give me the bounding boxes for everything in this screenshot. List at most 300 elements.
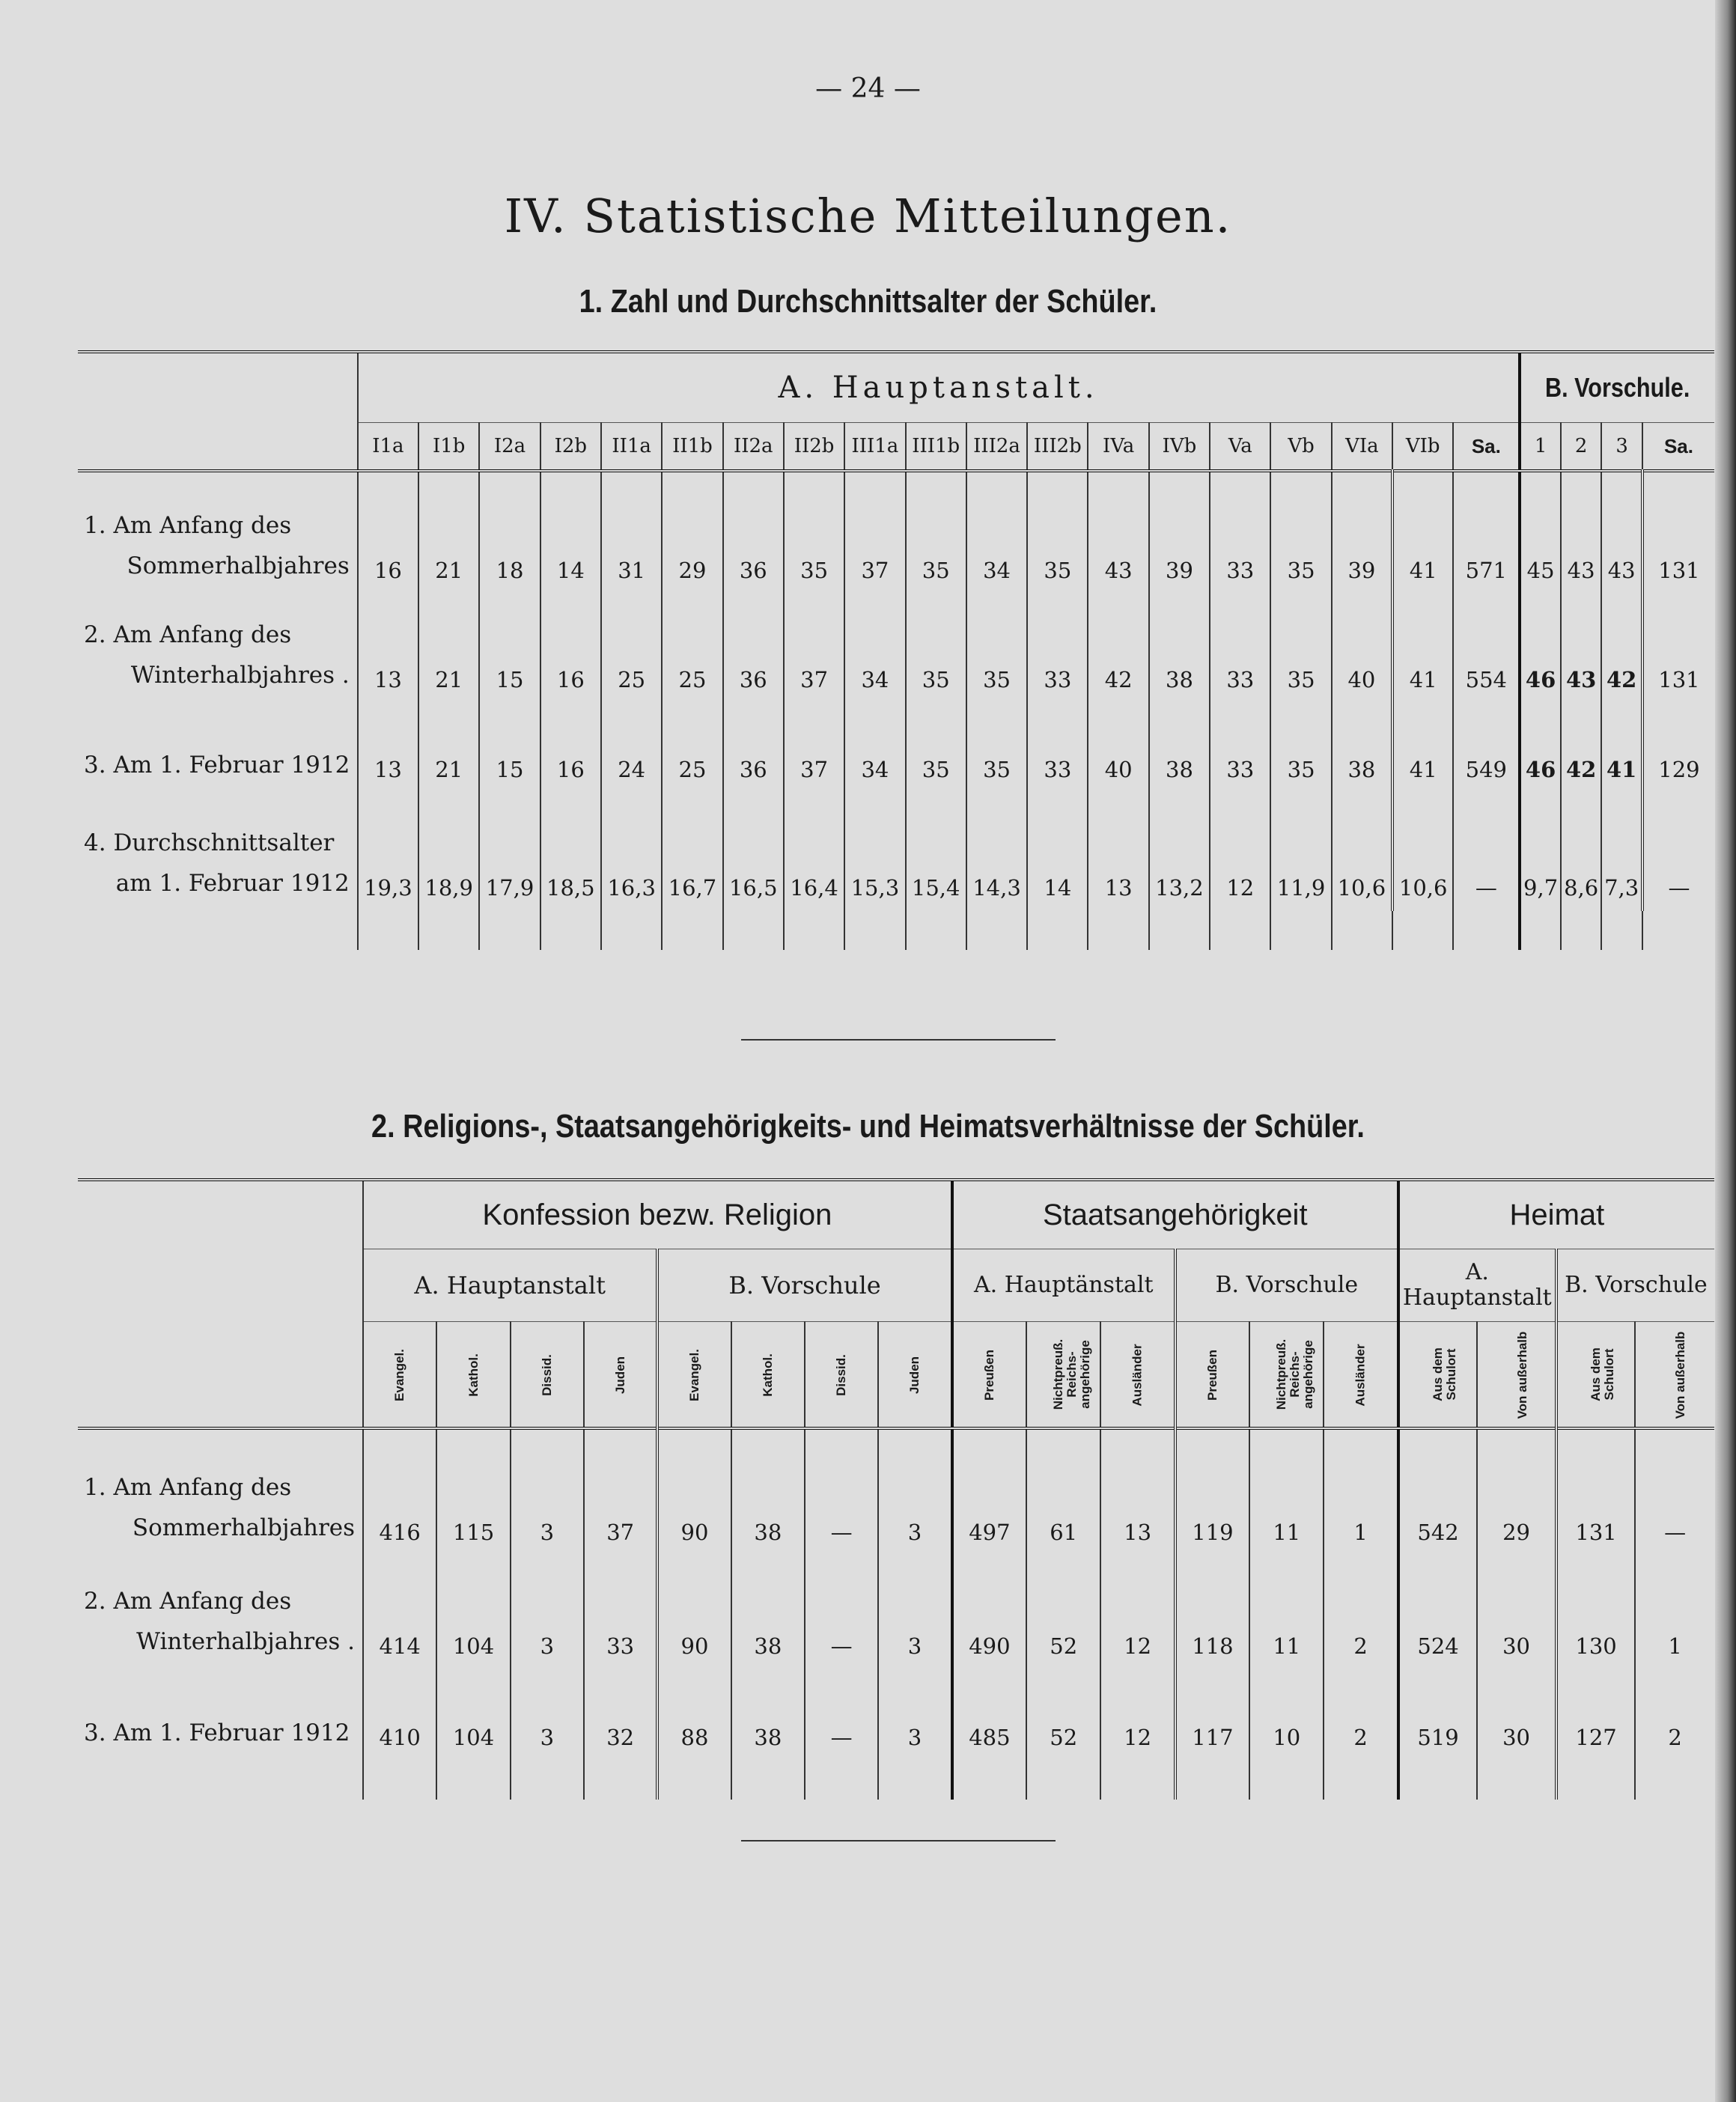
column-header [1249, 1322, 1324, 1429]
column-header-iii1a: III1a [844, 423, 905, 472]
cell-value: 11,9 [1270, 793, 1331, 911]
cell-value: 43 [1561, 471, 1602, 594]
column-header-i2a: I2a [479, 423, 540, 472]
rotated-label: Nichtpreuß. Reichs- angehörige [1051, 1338, 1093, 1410]
cell-value: 14 [1027, 793, 1088, 911]
spacer [540, 911, 601, 950]
cell-value: 90 [657, 1428, 731, 1557]
group-heimat-header: Heimat [1398, 1180, 1714, 1249]
rotated-label: Aus dem Schulort [1430, 1347, 1458, 1401]
cell-value: 2 [1324, 1557, 1398, 1671]
cell-value: 15 [479, 594, 540, 703]
page-edge-shadow [1715, 0, 1736, 2102]
spacer [1332, 911, 1392, 950]
cell-value: 15,3 [844, 793, 905, 911]
column-header [1026, 1322, 1100, 1429]
spacer [1556, 1762, 1636, 1800]
cell-value: 13 [358, 594, 418, 703]
rotated-label: Dissid. [834, 1353, 849, 1396]
spacer [906, 911, 966, 950]
cell-value: 104 [436, 1557, 510, 1671]
column-header-ivb: IVb [1149, 423, 1210, 472]
cell-value: 24 [601, 703, 662, 793]
rotated-label: Von außerhalb [1515, 1331, 1530, 1419]
row-label-line1: Am Anfang des [113, 621, 292, 648]
cell-value: 14,3 [966, 793, 1027, 911]
spacer [1027, 911, 1088, 950]
spacer [1149, 911, 1210, 950]
spacer [844, 911, 905, 950]
cell-value: 15 [479, 703, 540, 793]
spacer [1601, 911, 1642, 950]
spacer [952, 1762, 1026, 1800]
subgroup-header: B. Vorschule [657, 1249, 951, 1322]
page-number: — 24 — [815, 73, 921, 104]
cell-value: 131 [1642, 471, 1714, 594]
cell-value: 35 [906, 594, 966, 703]
spacer [1088, 911, 1148, 950]
cell-value: 3 [878, 1428, 951, 1557]
cell-value: 43 [1088, 471, 1148, 594]
page-title: IV. Statistische Mitteilungen. [504, 189, 1232, 243]
cell-value: 13,2 [1149, 793, 1210, 911]
column-header-i2b: I2b [540, 423, 601, 472]
subgroup-header: B. Vorschule [1175, 1249, 1398, 1322]
cell-value: 2 [1635, 1671, 1714, 1762]
spacer [878, 1762, 951, 1800]
cell-value: 29 [662, 471, 722, 594]
subgroup-header: A. Hauptanstalt [363, 1249, 657, 1322]
cell-value: 119 [1175, 1428, 1249, 1557]
rotated-label: Kathol. [760, 1353, 775, 1397]
cell-value: 10 [1249, 1671, 1324, 1762]
cell-value: 10,6 [1392, 793, 1453, 911]
table-row [78, 703, 1714, 793]
column-header-vorschule-4: Sa. [1642, 423, 1714, 472]
cell-value: 37 [844, 471, 905, 594]
cell-value: 52 [1026, 1557, 1100, 1671]
cell-value: 410 [363, 1671, 436, 1762]
cell-value: 46 [1520, 703, 1561, 793]
row-label [78, 793, 358, 911]
row-label-line2: Winterhalbjahres . [136, 1628, 356, 1655]
cell-value: 16,4 [784, 793, 844, 911]
spacer [657, 1762, 731, 1800]
cell-value: 131 [1642, 594, 1714, 703]
cell-value: 21 [418, 471, 479, 594]
rotated-label: Evangel. [392, 1348, 407, 1401]
cell-value: 11 [1249, 1428, 1324, 1557]
cell-value: 414 [363, 1557, 436, 1671]
row-number: 1. [84, 1474, 106, 1501]
column-header-ii2a: II2a [723, 423, 784, 472]
cell-value: 21 [418, 703, 479, 793]
subgroup-header: A. Hauptanstalt [1398, 1249, 1556, 1322]
spacer [436, 1762, 510, 1800]
cell-value: 16,5 [723, 793, 784, 911]
cell-value: 3 [511, 1557, 584, 1671]
cell-value: 12 [1100, 1557, 1175, 1671]
column-header-iva: IVa [1088, 423, 1148, 472]
cell-value: 40 [1332, 594, 1392, 703]
cell-value: 3 [878, 1671, 951, 1762]
cell-value: 30 [1477, 1671, 1556, 1762]
spacer [966, 911, 1027, 950]
cell-value: — [1635, 1428, 1714, 1557]
table-row [78, 1671, 1714, 1762]
column-header-va: Va [1210, 423, 1270, 472]
spacer [1561, 911, 1602, 950]
rotated-label: Kathol. [466, 1353, 481, 1397]
cell-value: 18,5 [540, 793, 601, 911]
cell-value: 35 [906, 703, 966, 793]
group-b-header: B. Vorschule. [1535, 352, 1700, 423]
cell-value: 42 [1088, 594, 1148, 703]
spacer [511, 1762, 584, 1800]
cell-value: 41 [1601, 703, 1642, 793]
cell-value: 16,7 [662, 793, 722, 911]
row-number: 3. [84, 752, 106, 779]
cell-value: 3 [878, 1557, 951, 1671]
column-header-sa: Sa. [1453, 423, 1520, 472]
cell-value: 33 [1027, 594, 1088, 703]
spacer [1398, 1762, 1478, 1800]
row-label-line1: Durchschnittsalter [113, 829, 335, 856]
cell-value: 1 [1635, 1557, 1714, 1671]
cell-value: — [805, 1428, 878, 1557]
cell-value: 131 [1556, 1428, 1636, 1557]
cell-value: 18 [479, 471, 540, 594]
cell-value: 90 [657, 1557, 731, 1671]
column-header [363, 1322, 436, 1429]
cell-value: 18,9 [418, 793, 479, 911]
cell-value: 16 [540, 703, 601, 793]
column-header [436, 1322, 510, 1429]
cell-value: 3 [511, 1428, 584, 1557]
cell-value: 118 [1175, 1557, 1249, 1671]
cell-value: 29 [1477, 1428, 1556, 1557]
cell-value: 10,6 [1332, 793, 1392, 911]
cell-value: 38 [731, 1671, 805, 1762]
cell-value: 21 [418, 594, 479, 703]
group-staat-header: Staatsangehörigkeit [952, 1180, 1398, 1249]
cell-value: 42 [1601, 594, 1642, 703]
cell-value: 554 [1453, 594, 1520, 703]
cell-value: 34 [966, 471, 1027, 594]
cell-value: 13 [358, 703, 418, 793]
rotated-label: Preußen [981, 1349, 996, 1401]
cell-value: 35 [1270, 703, 1331, 793]
cell-value: 46 [1520, 594, 1561, 703]
cell-value: 38 [1332, 703, 1392, 793]
column-header-vorschule-1: 1 [1520, 423, 1561, 472]
cell-value: 33 [1210, 594, 1270, 703]
column-header [952, 1322, 1026, 1429]
cell-value: 41 [1392, 471, 1453, 594]
cell-value: 33 [1210, 471, 1270, 594]
cell-value: 13 [1100, 1428, 1175, 1557]
rotated-label: Evangel. [687, 1348, 702, 1401]
spacer [78, 911, 358, 950]
cell-value: 43 [1601, 471, 1642, 594]
cell-value: — [805, 1557, 878, 1671]
column-header [1175, 1322, 1249, 1429]
cell-value: 16 [540, 594, 601, 703]
cell-value: 11 [1249, 1557, 1324, 1671]
column-header [731, 1322, 805, 1429]
cell-value: 38 [1149, 703, 1210, 793]
cell-value: 542 [1398, 1428, 1478, 1557]
row-label [78, 1557, 363, 1671]
column-header-vorschule-2: 2 [1561, 423, 1602, 472]
cell-value: 25 [601, 594, 662, 703]
cell-value: 33 [584, 1557, 657, 1671]
spacer [418, 911, 479, 950]
row-label [78, 1671, 363, 1762]
cell-value: 490 [952, 1557, 1026, 1671]
column-header-ii2b: II2b [784, 423, 844, 472]
row-label-line2: Winterhalbjahres . [130, 662, 350, 689]
cell-value: 35 [906, 471, 966, 594]
cell-value: — [805, 1671, 878, 1762]
cell-value: 13 [1088, 793, 1148, 911]
column-header [878, 1322, 951, 1429]
spacer [363, 1762, 436, 1800]
cell-value: 31 [601, 471, 662, 594]
cell-value: 115 [436, 1428, 510, 1557]
cell-value: 12 [1100, 1671, 1175, 1762]
spacer [805, 1762, 878, 1800]
column-header [511, 1322, 584, 1429]
spacer [78, 1762, 363, 1800]
cell-value: 12 [1210, 793, 1270, 911]
rotated-label: Ausländer [1130, 1343, 1145, 1407]
cell-value: 8,6 [1561, 793, 1602, 911]
cell-value: 25 [662, 703, 722, 793]
column-header-vb: Vb [1270, 423, 1331, 472]
cell-value: 37 [784, 703, 844, 793]
row-label [78, 703, 358, 793]
spacer [1520, 911, 1561, 950]
spacer [601, 911, 662, 950]
cell-value: 3 [511, 1671, 584, 1762]
cell-value: 88 [657, 1671, 731, 1762]
row-label-line1: Am 1. Februar 1912 [113, 1719, 350, 1746]
column-header [1100, 1322, 1175, 1429]
table-row [78, 594, 1714, 703]
column-header-vorschule-3: 3 [1601, 423, 1642, 472]
cell-value: 16 [358, 471, 418, 594]
cell-value: — [1453, 793, 1520, 911]
spacer [1642, 911, 1714, 950]
row-number: 1. [84, 512, 106, 539]
spacer [1100, 1762, 1175, 1800]
cell-value: 33 [1027, 703, 1088, 793]
column-header-vib: VIb [1392, 423, 1453, 472]
table-row [78, 1557, 1714, 1671]
spacer [358, 911, 418, 950]
cell-value: — [1642, 793, 1714, 911]
cell-value: 37 [584, 1428, 657, 1557]
spacer [1477, 1762, 1556, 1800]
row-label-line2: Sommerhalbjahres [127, 552, 350, 579]
row-number: 4. [84, 829, 106, 856]
cell-value: 104 [436, 1671, 510, 1762]
cell-value: 485 [952, 1671, 1026, 1762]
spacer [1324, 1762, 1398, 1800]
subgroup-header: B. Vorschule [1556, 1249, 1714, 1322]
cell-value: 416 [363, 1428, 436, 1557]
row-number: 3. [84, 1719, 106, 1746]
column-header [1635, 1322, 1714, 1429]
spacer [723, 911, 784, 950]
cell-value: 549 [1453, 703, 1520, 793]
row-label-line1: Am Anfang des [113, 1588, 292, 1615]
cell-value: 43 [1561, 594, 1602, 703]
religion-citizenship-table [78, 1178, 1714, 1800]
spacer [1635, 1762, 1714, 1800]
separator-line [741, 1039, 1056, 1041]
spacer [1453, 911, 1520, 950]
column-header-i1a: I1a [358, 423, 418, 472]
cell-value: 19,3 [358, 793, 418, 911]
cell-value: 117 [1175, 1671, 1249, 1762]
table-row [78, 471, 1714, 594]
cell-value: 14 [540, 471, 601, 594]
cell-value: 42 [1561, 703, 1602, 793]
column-header [805, 1322, 878, 1429]
row-label-line2: am 1. Februar 1912 [115, 870, 350, 897]
header-blank [78, 352, 358, 471]
cell-value: 45 [1520, 471, 1561, 594]
spacer [662, 911, 722, 950]
cell-value: 41 [1392, 703, 1453, 793]
rotated-label: Aus dem Schulort [1588, 1347, 1616, 1401]
spacer [1210, 911, 1270, 950]
cell-value: 41 [1392, 594, 1453, 703]
column-header-via: VIa [1332, 423, 1392, 472]
table-row [78, 1428, 1714, 1557]
cell-value: 35 [1270, 594, 1331, 703]
cell-value: 497 [952, 1428, 1026, 1557]
row-number: 2. [84, 1588, 106, 1615]
column-header-ii1a: II1a [601, 423, 662, 472]
cell-value: 2 [1324, 1671, 1398, 1762]
cell-value: 16,3 [601, 793, 662, 911]
section2-title: 2. Religions-, Staatsangehörigkeits- und Heimatsverhältnisse der Schüler. [371, 1108, 1365, 1145]
cell-value: 25 [662, 594, 722, 703]
cell-value: 36 [723, 703, 784, 793]
spacer [479, 911, 540, 950]
row-label-line1: Am Anfang des [113, 1474, 292, 1501]
row-label-line1: Am 1. Februar 1912 [113, 752, 350, 779]
column-header [657, 1322, 731, 1429]
rotated-label: Dissid. [539, 1353, 554, 1396]
cell-value: 39 [1149, 471, 1210, 594]
cell-value: 32 [584, 1671, 657, 1762]
cell-value: 36 [723, 471, 784, 594]
cell-value: 34 [844, 594, 905, 703]
rotated-label: Nichtpreuß. Reichs- angehörige [1274, 1338, 1316, 1410]
column-header [1324, 1322, 1398, 1429]
cell-value: 35 [966, 594, 1027, 703]
cell-value: 39 [1332, 471, 1392, 594]
column-header [584, 1322, 657, 1429]
rotated-label: Juden [907, 1356, 922, 1394]
row-label-line2: Sommerhalbjahres [132, 1514, 356, 1541]
column-header [1398, 1322, 1478, 1429]
cell-value: 35 [1027, 471, 1088, 594]
table-row [78, 793, 1714, 911]
column-header-iii2b: III2b [1027, 423, 1088, 472]
cell-value: 7,3 [1601, 793, 1642, 911]
cell-value: 35 [966, 703, 1027, 793]
cell-value: 37 [784, 594, 844, 703]
row-label-line1: Am Anfang des [113, 512, 292, 539]
group-a-header: A. Hauptanstalt. [358, 352, 1520, 423]
rotated-label: Juden [612, 1356, 627, 1394]
cell-value: 36 [723, 594, 784, 703]
cell-value: 34 [844, 703, 905, 793]
row-label [78, 1428, 363, 1557]
column-header-i1b: I1b [418, 423, 479, 472]
cell-value: 571 [1453, 471, 1520, 594]
group-konfession-header: Konfession bezw. Religion [363, 1180, 952, 1249]
cell-value: 15,4 [906, 793, 966, 911]
column-header [1477, 1322, 1556, 1429]
cell-value: 129 [1642, 703, 1714, 793]
column-header-iii1b: III1b [906, 423, 966, 472]
cell-value: 38 [731, 1557, 805, 1671]
cell-value: 519 [1398, 1671, 1478, 1762]
cell-value: 17,9 [479, 793, 540, 911]
cell-value: 524 [1398, 1557, 1478, 1671]
cell-value: 30 [1477, 1557, 1556, 1671]
cell-value: 38 [731, 1428, 805, 1557]
cell-value: 127 [1556, 1671, 1636, 1762]
spacer [1026, 1762, 1100, 1800]
cell-value: 40 [1088, 703, 1148, 793]
column-header-ii1b: II1b [662, 423, 722, 472]
spacer [1392, 911, 1453, 950]
cell-value: 33 [1210, 703, 1270, 793]
spacer [584, 1762, 657, 1800]
section1-title: 1. Zahl und Durchschnittsalter der Schüler. [579, 283, 1157, 320]
row-label [78, 594, 358, 703]
rotated-label: Ausländer [1353, 1343, 1368, 1407]
cell-value: 52 [1026, 1671, 1100, 1762]
spacer [1249, 1762, 1324, 1800]
cell-value: 9,7 [1520, 793, 1561, 911]
cell-value: 130 [1556, 1557, 1636, 1671]
rotated-label: Von außerhalb [1673, 1331, 1688, 1419]
separator-line [741, 1840, 1056, 1841]
student-count-table [78, 350, 1714, 950]
cell-value: 61 [1026, 1428, 1100, 1557]
cell-value: 35 [1270, 471, 1331, 594]
spacer [1175, 1762, 1249, 1800]
header-blank [78, 1180, 363, 1428]
row-number: 2. [84, 621, 106, 648]
spacer [1270, 911, 1331, 950]
column-header [1556, 1322, 1636, 1429]
spacer [731, 1762, 805, 1800]
cell-value: 38 [1149, 594, 1210, 703]
subgroup-header: A. Hauptänstalt [952, 1249, 1175, 1322]
cell-value: 1 [1324, 1428, 1398, 1557]
spacer [784, 911, 844, 950]
column-header-iii2a: III2a [966, 423, 1027, 472]
